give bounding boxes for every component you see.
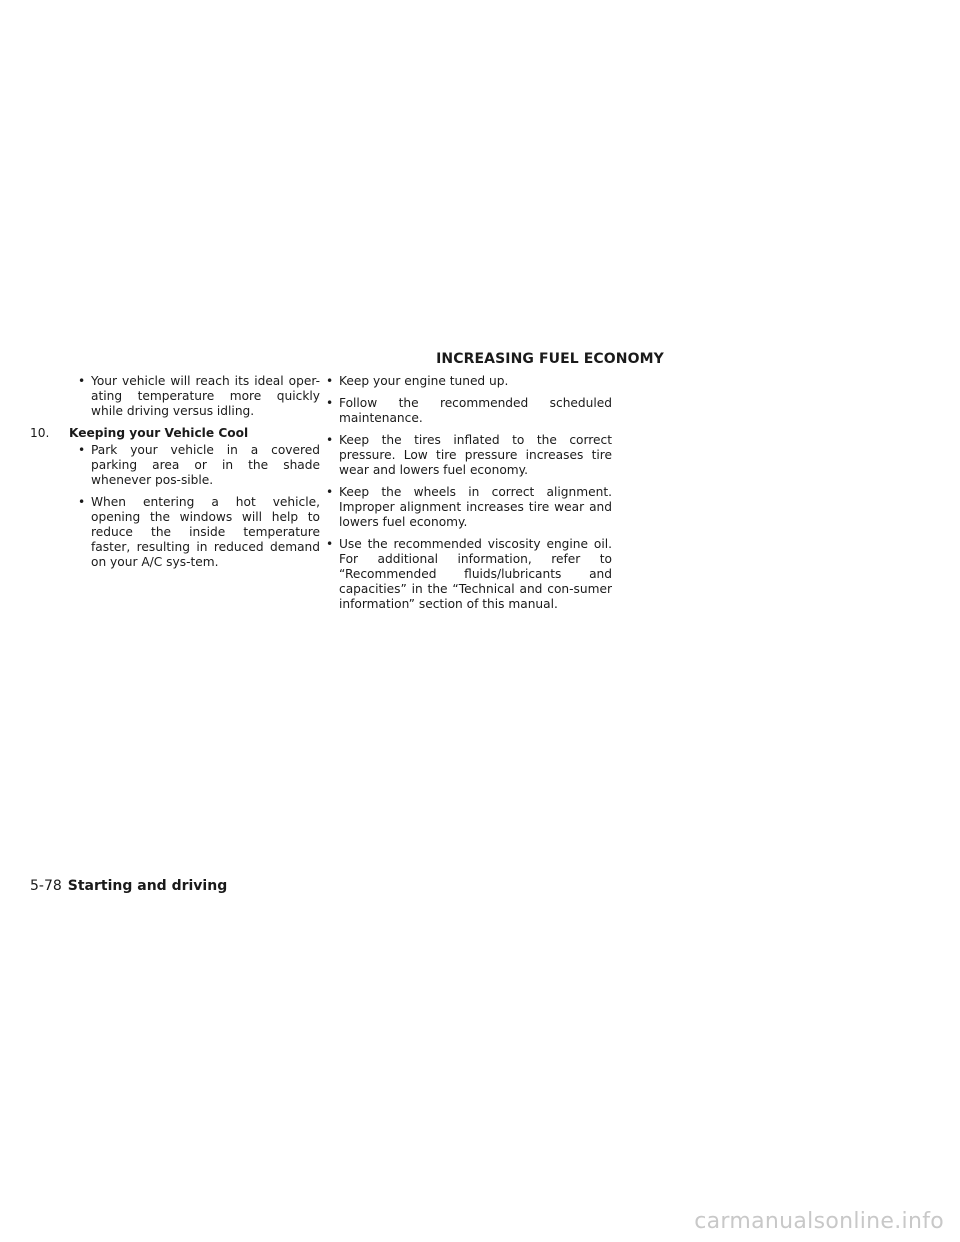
list-item-text: Use the recommended viscosity engine oil. For additional information, refer to “Recommended fluids/lubricants and capacities” in the “Technical and con-sumer information” section of this manual.	[339, 537, 612, 611]
list-item	[322, 485, 612, 530]
list-item-text: When entering a hot vehicle, opening the windows will help to reduce the inside temperature faster, resulting in reduced demand on your A/C sys-tem.	[91, 495, 320, 569]
bullet-icon: •	[326, 485, 334, 499]
section-title: INCREASING FUEL ECONOMY	[436, 351, 664, 367]
list-item	[74, 374, 320, 419]
list-item	[322, 537, 612, 612]
list-item-text: Keep the wheels in correct alignment. Improper alignment increases tire wear and lowers fuel economy.	[339, 485, 612, 529]
list-item-text: Follow the recommended scheduled maintenance.	[339, 396, 612, 425]
list-item	[322, 374, 612, 389]
bullet-icon: •	[326, 537, 334, 551]
list-item-text: Park your vehicle in a covered parking area or in the shade whenever pos-sible.	[91, 443, 320, 487]
list-item	[74, 495, 320, 570]
right-column	[322, 374, 612, 619]
bullet-icon: •	[326, 433, 334, 447]
item-number: 10.	[30, 426, 50, 440]
item-heading: Keeping your Vehicle Cool	[69, 426, 249, 440]
list-item-text: Your vehicle will reach its ideal oper-ating temperature more quickly while driving versus idling.	[91, 374, 320, 418]
page-footer	[30, 878, 227, 894]
page-number: 5-78	[30, 878, 62, 894]
watermark[interactable]: carmanualsonline.info	[694, 1209, 944, 1234]
bullet-icon: •	[78, 443, 86, 457]
list-item	[74, 443, 320, 488]
bullet-icon: •	[78, 374, 86, 388]
bullet-icon: •	[326, 374, 334, 388]
list-item	[322, 396, 612, 426]
left-column	[30, 374, 320, 577]
bullet-icon: •	[326, 396, 334, 410]
list-item-text: Keep the tires inflated to the correct pressure. Low tire pressure increases tire wear and lowers fuel economy.	[339, 433, 612, 477]
chapter-title: Starting and driving	[67, 878, 228, 894]
list-item-text: Keep your engine tuned up.	[339, 374, 509, 388]
numbered-item	[30, 426, 320, 441]
bullet-icon: •	[78, 495, 86, 509]
list-item	[322, 433, 612, 478]
